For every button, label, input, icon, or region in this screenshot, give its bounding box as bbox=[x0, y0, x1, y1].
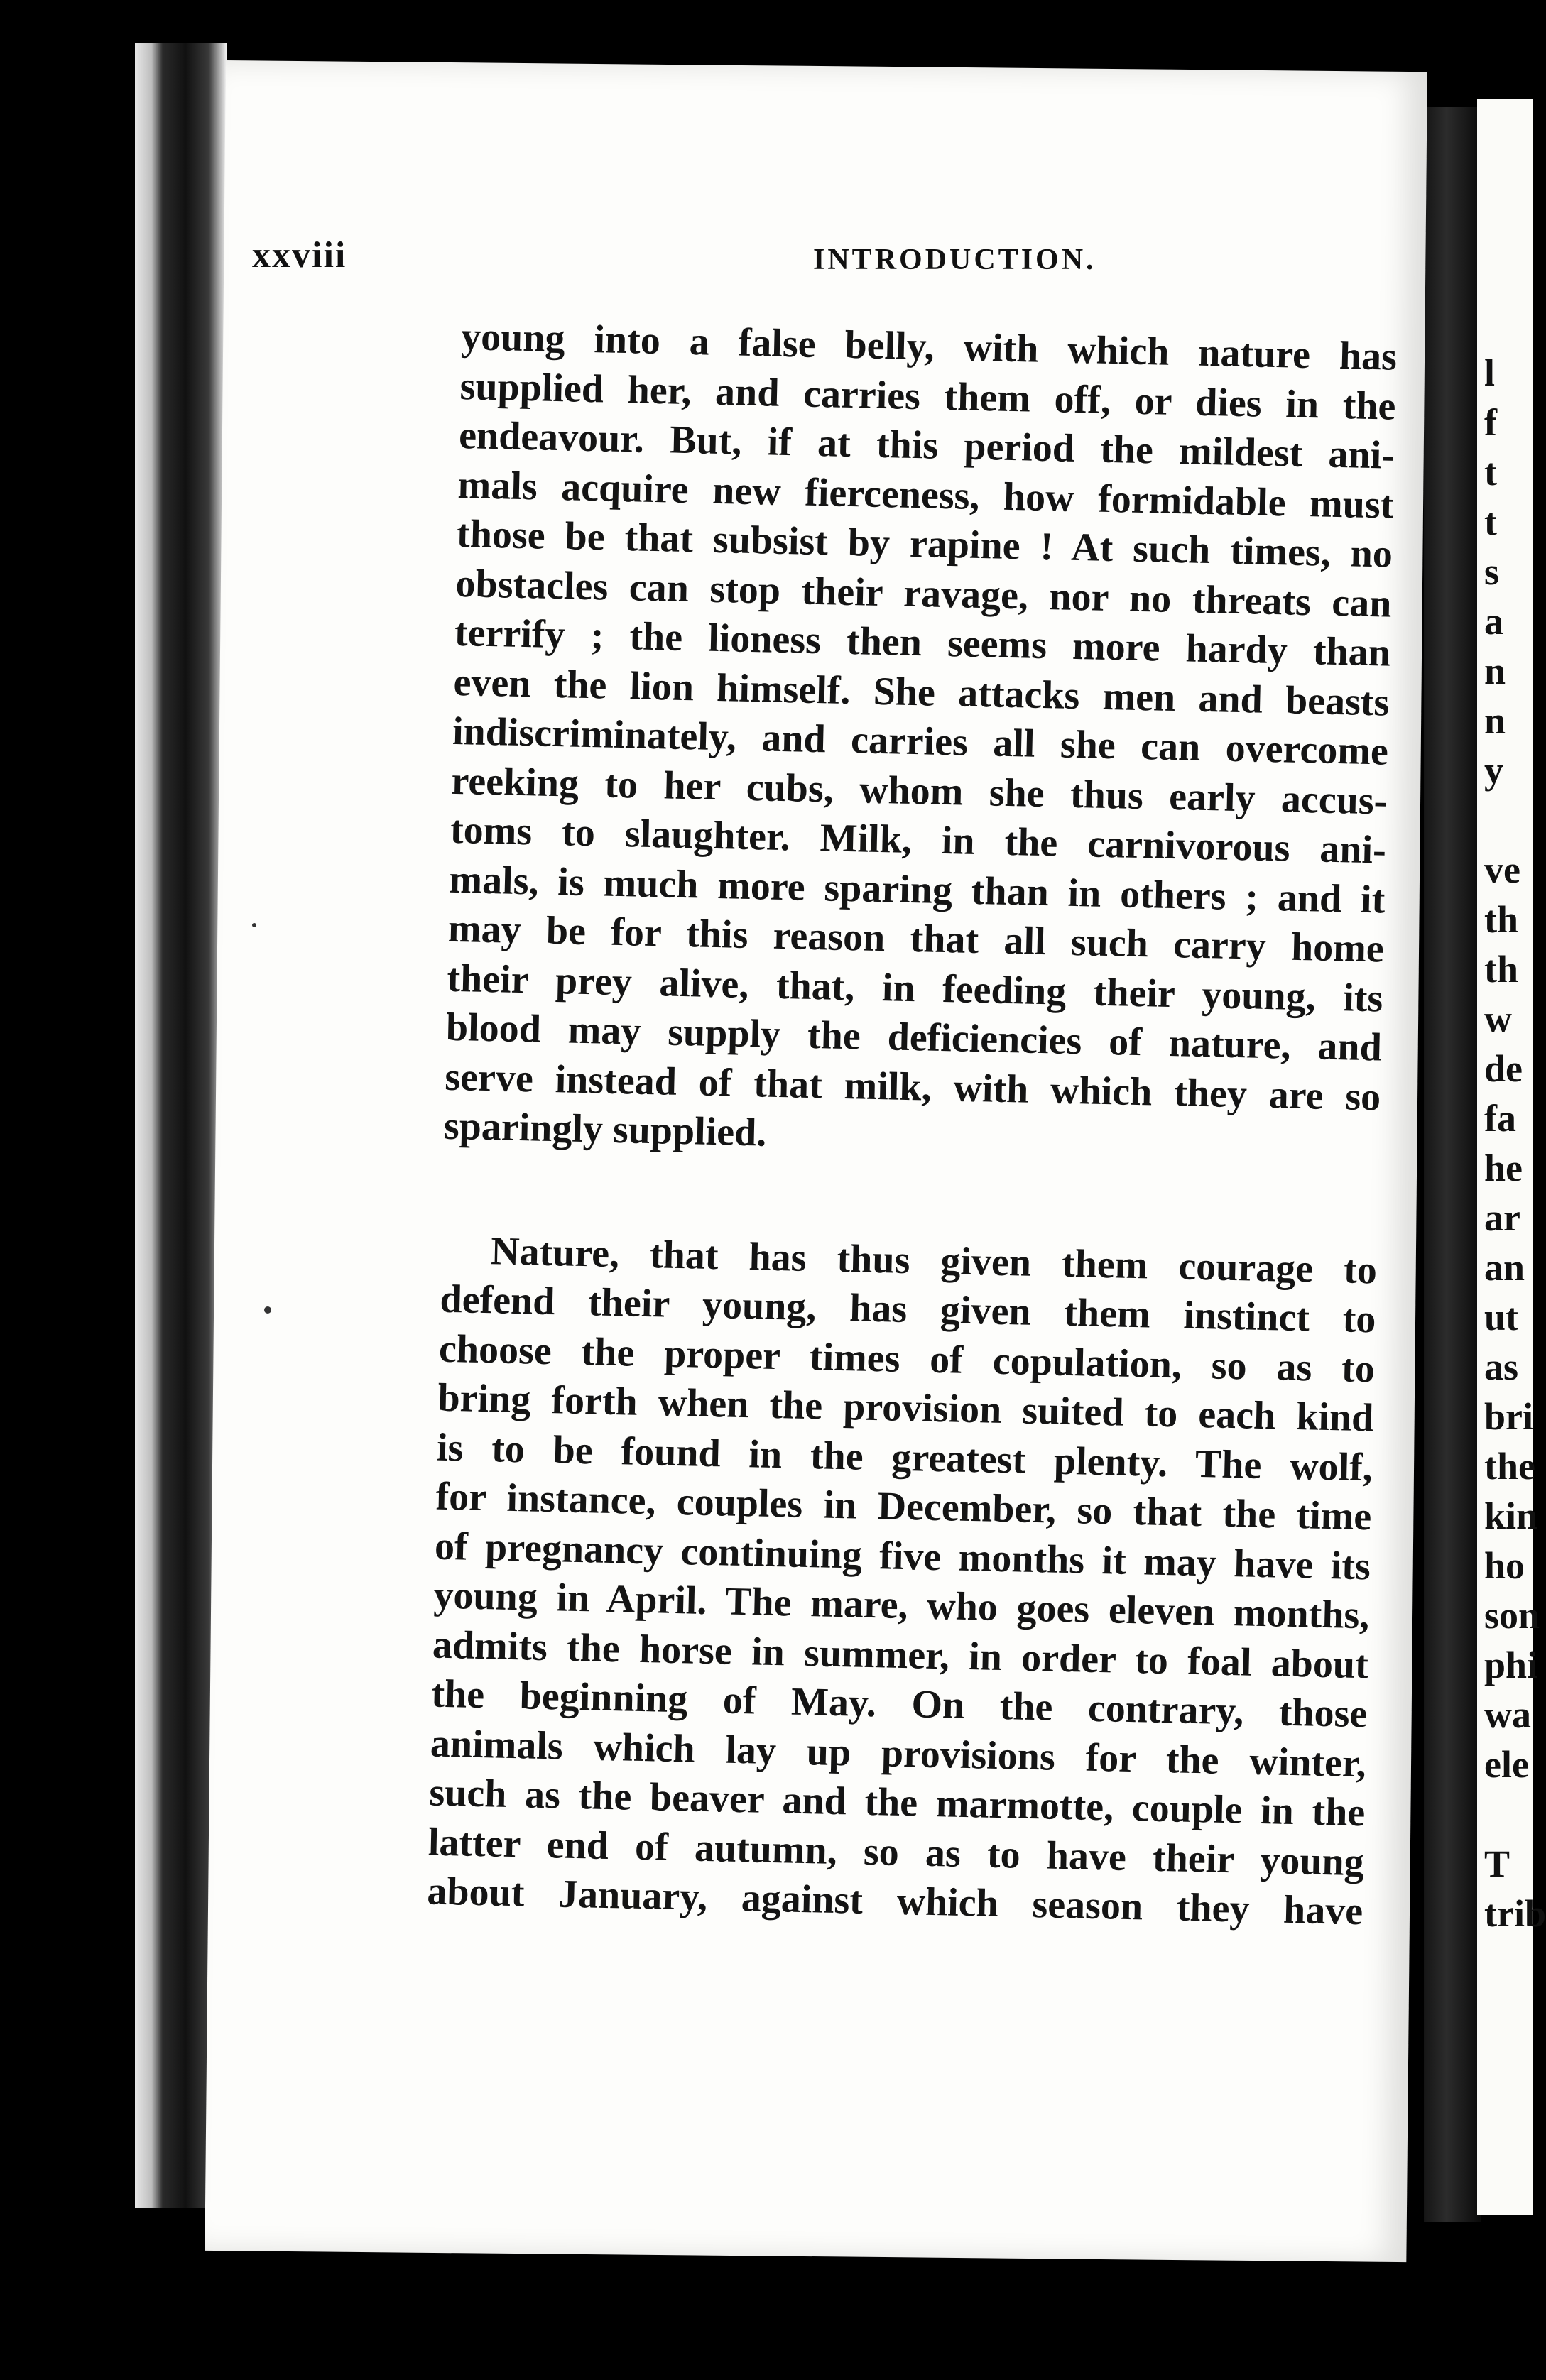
facing-page-fragment: l bbox=[1484, 351, 1496, 394]
text-line: serve instead of that milk, with which they are so bbox=[444, 1054, 1381, 1119]
facing-page-fragment: as bbox=[1484, 1345, 1519, 1388]
facing-page-fragment: son bbox=[1484, 1594, 1540, 1637]
text-line: about January, against which season they have bbox=[426, 1869, 1363, 1934]
text-line: the beginning of May. On the contrary, those bbox=[430, 1671, 1368, 1737]
facing-page-fragment: f bbox=[1484, 401, 1497, 444]
facing-page-fragment: n bbox=[1484, 650, 1506, 692]
text-line: admits the horse in summer, in order to foal about bbox=[432, 1622, 1369, 1687]
text-line: may be for this reason that all such carry home bbox=[447, 906, 1385, 971]
text-line: bring forth when the provision suited to each kind bbox=[437, 1375, 1375, 1441]
text-line: Nature, that has thus given them courage to bbox=[490, 1228, 1378, 1292]
text-line: young in April. The mare, who goes eleven months, bbox=[432, 1573, 1370, 1638]
facing-page-fragment: bri bbox=[1484, 1395, 1534, 1438]
facing-page-fragment: n bbox=[1484, 699, 1506, 742]
text-line: is to be found in the greatest plenty. The wolf, bbox=[436, 1425, 1373, 1490]
facing-page-fragment: t bbox=[1484, 451, 1497, 493]
text-line: endeavour. But, if at this period the mildest ani- bbox=[458, 413, 1395, 478]
text-line: reeking to her cubs, whom she thus early accus- bbox=[450, 758, 1388, 824]
facing-page-fragment: trib bbox=[1484, 1892, 1546, 1935]
facing-page-fragment: ele bbox=[1484, 1743, 1529, 1786]
text-line: sparingly supplied. bbox=[443, 1103, 767, 1155]
text-line: defend their young, has given them instinct to bbox=[440, 1277, 1377, 1342]
facing-page-fragment: ho bbox=[1484, 1544, 1525, 1587]
facing-page-fragment: ar bbox=[1484, 1196, 1520, 1239]
running-head: INTRODUCTION. bbox=[813, 244, 1096, 276]
facing-page-fragment: de bbox=[1484, 1047, 1523, 1090]
text-line: animals which lay up provisions for the winter, bbox=[430, 1721, 1367, 1786]
text-line: their prey alive, that, in feeding their young, its bbox=[446, 956, 1383, 1021]
facing-page-fragment bbox=[1484, 1789, 1533, 1839]
facing-page-fragment: wa bbox=[1484, 1693, 1531, 1736]
scan-edge bbox=[0, 0, 78, 2380]
facing-page-fragment: phi bbox=[1484, 1644, 1538, 1686]
page-header bbox=[252, 234, 1353, 291]
text-line: of pregnancy continuing five months it may have its bbox=[434, 1524, 1371, 1588]
facing-page-fragment: T bbox=[1484, 1843, 1510, 1885]
page-number: xxviii bbox=[252, 235, 347, 275]
facing-page-fragment: th bbox=[1484, 948, 1519, 990]
facing-page-text bbox=[1484, 348, 1546, 1938]
paragraph bbox=[443, 312, 1397, 1172]
text-line: those be that subsist by rapine ! At such times, no bbox=[456, 511, 1393, 577]
facing-page-fragment: th bbox=[1484, 898, 1519, 941]
text-line: obstacles can stop their ravage, nor no threats can bbox=[455, 561, 1393, 626]
facing-page-gap bbox=[1484, 795, 1533, 845]
text-line: mals acquire new fierceness, how formidable must bbox=[457, 462, 1395, 528]
facing-page-fragment: ut bbox=[1484, 1296, 1519, 1338]
text-line: terrify ; the lioness then seems more hardy than bbox=[454, 610, 1391, 675]
text-line: indiscriminately, and carries all she can overcome bbox=[452, 709, 1389, 774]
ink-speck bbox=[264, 1306, 271, 1314]
facing-page-fragment: fa bbox=[1484, 1097, 1516, 1140]
facing-page-fragment: a bbox=[1484, 600, 1503, 643]
facing-page-fragment: w bbox=[1484, 998, 1512, 1040]
paragraph bbox=[427, 1226, 1378, 1937]
text-line: young into a false belly, with which nature has bbox=[460, 314, 1398, 379]
ink-speck bbox=[252, 923, 256, 927]
text-line: even the lion himself. She attacks men and beasts bbox=[452, 660, 1390, 725]
facing-page-fragment: an bbox=[1484, 1246, 1525, 1289]
facing-page-fragment: t bbox=[1484, 501, 1497, 543]
text-line: mals, is much more sparing than in others ; and it bbox=[448, 857, 1386, 922]
text-line: such as the beaver and the marmotte, couple in the bbox=[428, 1770, 1366, 1835]
text-line: toms to slaughter. Milk, in the carnivorous ani- bbox=[450, 807, 1387, 873]
text-line: for instance, couples in December, so that the time bbox=[435, 1474, 1372, 1539]
facing-page-fragment: s bbox=[1484, 550, 1500, 593]
text-line: supplied her, and carries them off, or dies in the bbox=[459, 364, 1397, 429]
facing-page-fragment: y bbox=[1484, 749, 1503, 792]
facing-page-fragment: ve bbox=[1484, 848, 1520, 891]
text-line: choose the proper times of copulation, so as to bbox=[438, 1326, 1376, 1391]
book-gutter bbox=[1424, 107, 1481, 2222]
text-line: latter end of autumn, so as to have their young bbox=[428, 1819, 1365, 1884]
facing-page-fragment: kin bbox=[1484, 1495, 1538, 1537]
body-text bbox=[427, 312, 1398, 1937]
facing-page-fragment: he bbox=[1484, 1147, 1523, 1189]
text-line: blood may supply the deficiencies of nature, and bbox=[445, 1005, 1383, 1070]
facing-page-fragment: the bbox=[1484, 1445, 1535, 1488]
